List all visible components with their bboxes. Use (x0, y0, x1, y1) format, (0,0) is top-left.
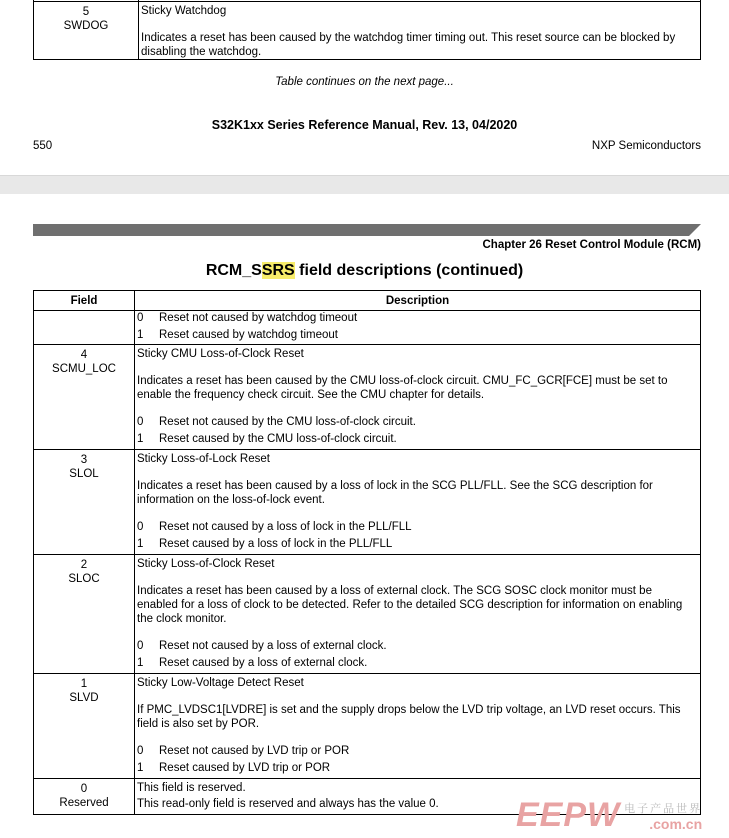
field-title: Sticky Loss-of-Clock Reset (137, 558, 275, 570)
field-cell (34, 779, 135, 815)
table-row (34, 450, 701, 555)
table-row (34, 345, 701, 450)
value-key: 1 (137, 657, 144, 669)
field-description: Indicates a reset has been caused by the CMU loss-of-clock circuit. CMU_FC_GCR[FCE] must be set to enable the frequency check circuit. See the CMU chapter for details. (137, 375, 668, 401)
field-cell (34, 2, 139, 60)
field-name: Reserved (59, 797, 109, 809)
value-key: 1 (137, 762, 144, 774)
table-row (34, 674, 701, 779)
table-title-highlight: SRS (261, 262, 295, 279)
value-key: 1 (137, 538, 144, 550)
field-cell (34, 311, 135, 345)
field-description: This read-only field is reserved and always has the value 0. (137, 798, 439, 810)
description-cell (135, 450, 701, 555)
field-title: Sticky Loss-of-Lock Reset (137, 453, 270, 465)
value-text: Reset caused by the CMU loss-of-clock circuit. (159, 433, 397, 445)
field-title: Sticky Watchdog (141, 5, 227, 17)
watermark-logo: EEPW (516, 796, 621, 834)
value-entry (137, 432, 696, 446)
field-cell (34, 450, 135, 555)
field-name: SLVD (69, 692, 99, 704)
field-bit: 3 (80, 454, 88, 466)
field-bit: 4 (80, 349, 88, 361)
description-cell (135, 555, 701, 674)
watermark-url: .com.cn (649, 815, 703, 832)
value-text: Reset caused by a loss of external clock. (159, 657, 368, 669)
description-cell (139, 2, 701, 60)
field-cell (34, 345, 135, 450)
value-entry (137, 744, 696, 758)
value-entry (137, 639, 696, 653)
field-name: SLOL (69, 468, 99, 480)
value-entry (137, 520, 696, 534)
value-text: Reset not caused by a loss of external clock. (159, 640, 387, 652)
field-title: Sticky CMU Loss-of-Clock Reset (137, 348, 304, 360)
field-title: This field is reserved. (137, 782, 246, 794)
table-row (34, 2, 701, 60)
eepw-watermark (516, 796, 702, 835)
value-key: 0 (137, 416, 144, 428)
value-text: Reset caused by watchdog timeout (159, 329, 338, 341)
field-bit: 2 (80, 559, 88, 571)
field-name: SWDOG (63, 20, 109, 32)
value-key: 1 (137, 329, 144, 341)
value-key: 1 (137, 433, 144, 445)
value-entry (137, 311, 696, 325)
chapter-bar-shape (33, 224, 701, 236)
value-entry (137, 328, 696, 342)
value-text: Reset caused by LVD trip or POR (159, 762, 331, 774)
field-cell (34, 555, 135, 674)
description-cell (135, 674, 701, 779)
value-entry (137, 761, 696, 775)
table-title-suffix: field descriptions (continued) (294, 262, 524, 279)
table-row (34, 311, 701, 345)
description-cell (135, 345, 701, 450)
footer-title: S32K1xx Series Reference Manual, Rev. 13, 04/2020 (211, 118, 518, 132)
value-text: Reset not caused by a loss of lock in the PLL/FLL (159, 521, 412, 533)
watermark-chinese-text: 电子产品世界 (624, 802, 703, 815)
chapter-header: Chapter 26 Reset Control Module (RCM) (482, 239, 701, 251)
prev-page-table (33, 0, 701, 60)
column-header-description: Description (135, 291, 701, 311)
page-number: 550 (33, 140, 53, 152)
field-description: If PMC_LVDSC1[LVDRE] is set and the supply drops below the LVD trip voltage, an LVD reset occurs. This field is also set by POR. (137, 704, 681, 730)
value-text: Reset caused by a loss of lock in the PLL/FLL (159, 538, 393, 550)
page-gap (0, 175, 729, 195)
table-title (0, 262, 729, 280)
column-header-field: Field (34, 291, 135, 311)
field-description: Indicates a reset has been caused by a loss of external clock. The SCG SOSC clock monitor must be enabled for a loss of clock to be detected. Refer to the detailed SCG description for information on enabling the clock monitor. (137, 585, 683, 625)
value-entry (137, 415, 696, 429)
value-entry (137, 656, 696, 670)
company-name: NXP Semiconductors (591, 140, 701, 152)
value-key: 0 (137, 312, 144, 324)
chapter-bar (33, 224, 701, 236)
value-key: 0 (137, 521, 144, 533)
description-cell (135, 311, 701, 345)
previous-page (0, 0, 729, 175)
field-description: Indicates a reset has been caused by a loss of lock in the SCG PLL/FLL. See the SCG description for information on the loss-of-lock event. (137, 480, 653, 506)
table-row (34, 555, 701, 674)
field-description: Indicates a reset has been caused by the watchdog timer timing out. This reset source can be blocked by disabling the watchdog. (141, 32, 676, 58)
value-entry (137, 537, 696, 551)
field-cell (34, 674, 135, 779)
value-key: 0 (137, 745, 144, 757)
table-header-row (34, 291, 701, 311)
value-key: 0 (137, 640, 144, 652)
field-title: Sticky Low-Voltage Detect Reset (137, 677, 304, 689)
field-descriptions-table (33, 290, 701, 815)
value-text: Reset not caused by LVD trip or POR (159, 745, 350, 757)
field-name: SLOC (68, 573, 100, 585)
field-name: SCMU_LOC (52, 363, 116, 375)
field-bit: 5 (82, 6, 90, 18)
field-bit: 1 (80, 678, 88, 690)
value-text: Reset not caused by the CMU loss-of-clock circuit. (159, 416, 416, 428)
field-bit: 0 (80, 783, 88, 795)
table-continues-note: Table continues on the next page... (275, 76, 454, 88)
value-text: Reset not caused by watchdog timeout (159, 312, 358, 324)
table-title-prefix: RCM_S (205, 262, 262, 279)
